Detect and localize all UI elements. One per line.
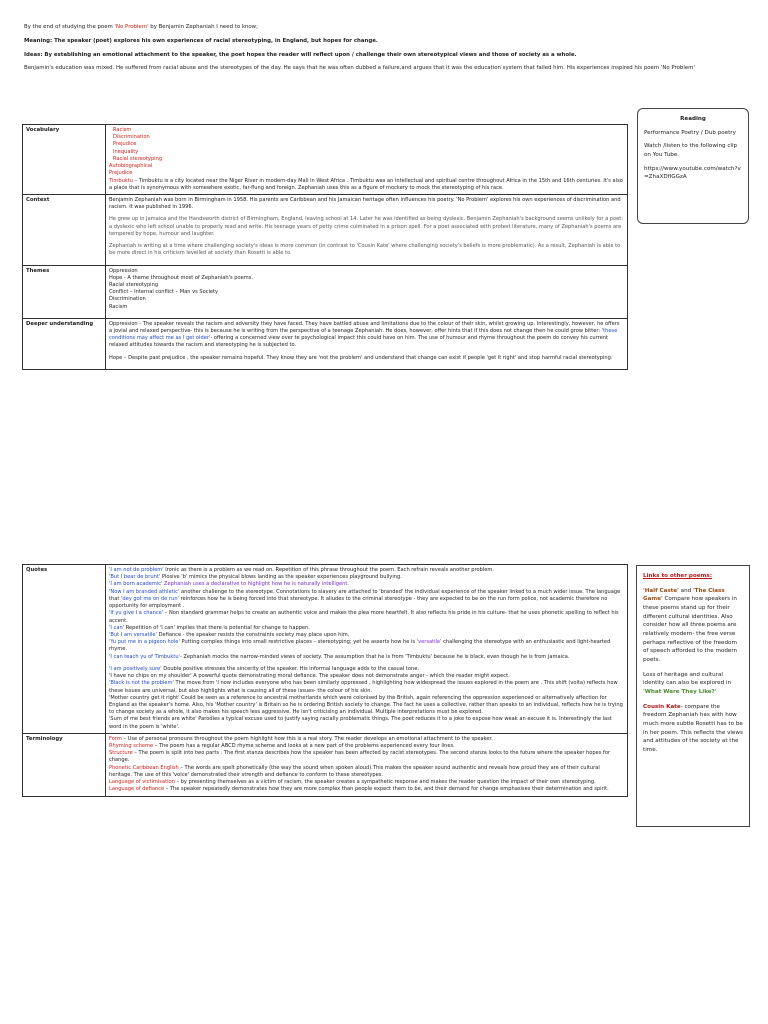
theme-item: Racism <box>109 303 128 310</box>
vocab-term: Prejudice <box>113 141 137 148</box>
terminology-content <box>106 733 628 796</box>
reading-box <box>637 108 749 224</box>
context-row <box>23 194 628 265</box>
quote-item: 'Yu put me in a pigeon hole' Putting complex things into small restrictive places – stereotyping; yet he asserts how he is 'versatile' challenging the stereotype with an enthusiastic and light-hearted rhyme. <box>109 639 611 653</box>
deeper-content <box>106 318 628 369</box>
term-item: Language of defiance – The speaker repeatedly demonstrates how they are more complex than people expect them to be, and their demand for change emphasises their determination and spirit. <box>109 786 609 793</box>
quote-item: 'But I bear de brunt' Plosive 'b' mimics the physical blows landing as the speaker experiences playground bullying. <box>109 574 402 581</box>
terminology-row <box>23 733 628 796</box>
themes-row <box>23 265 628 318</box>
theme-item: Hope - A theme throughout most of Zephaniah's poems. <box>109 274 254 281</box>
quote-item: 'I can teach yu of Timbuktu'- Zephaniah mocks the narrow-minded views of society. The assumption that he is from 'Timbuktu' because he is black, even though he is from Jamaica. <box>109 653 570 660</box>
quotes-row <box>23 565 628 734</box>
context-content <box>106 194 628 265</box>
links-paragraph: Loss of heritage and cultural identity can also be explored in 'What Were They Like?' <box>643 671 732 695</box>
term-item: Phonetic Caribbean English – The words are spelt phonetically (the way the sound when spoken aloud).This makes the speaker sound authentic and reveals how proud they are of their cultural heritage. The use of this 'voice' demonstrated their strength and defiance to conform to these stereotypes. <box>109 764 600 778</box>
theme-item: Racial stereotyping <box>109 281 159 288</box>
intro-line: By the end of studying the poem 'No Problem' by Benjamin Zephaniah I need to know; <box>24 24 258 30</box>
education-paragraph: Benjamin's education was mixed. He suffered from racial abuse and the stereotypes of the day. He says that he was often dubbed a failure,and argues that it was the education system that failed him. His experiences inspired his poem 'No Problem' <box>24 65 695 72</box>
links-heading: Links to other poems: <box>643 573 712 579</box>
quote-item: 'If yu give I a chance' – Non standard grammar helps to create an authentic voice and makes the plea more heartfelt. It also reflects his pride in his culture- that he uses phonetic spelling to reflect his accent. <box>109 610 619 624</box>
hope-paragraph: Hope – Despite past prejudice , the speaker remains hopeful. They know they are 'not the problem' and understand that change can exist if people 'get it right' and stop harmful racial stereotyping. <box>109 354 613 361</box>
vocabulary-row <box>23 125 628 195</box>
themes-content <box>106 265 628 318</box>
deeper-row <box>23 318 628 369</box>
reading-line-1: Performance Poetry / Dub poetry <box>644 129 736 136</box>
vocab-term: Discrimination <box>113 134 150 141</box>
ideas-line: Ideas: By establishing an emotional attachment to the speaker, the poet hopes the reader will reflect upon / challenge their own stereotypical views and those of society as a whole. <box>24 51 577 58</box>
reading-url[interactable]: https://www.youtube.com/watch?v=ZhaXDfIGGzA <box>644 165 741 181</box>
terminology-label: Terminology <box>23 733 106 796</box>
quote-item: 'I am not de problem' Ironic as there is a problem as we read on. Repetition of this phrase throughout the poem. Each refrain reveals another problem. <box>109 567 494 573</box>
term-item: Language of victimisation – by presenting themselves as a victim of racism, the speaker creates a sympathetic response and makes the reader question the impact of their own stereotyping. <box>109 779 596 786</box>
poem-title: 'No Problem' <box>114 24 149 30</box>
vocabulary-content <box>106 125 628 195</box>
meaning-line: Meaning: The speaker (poet) explores his own experiences of racial stereotyping, in England, but hopes for change. <box>24 37 378 44</box>
poem-table-bottom <box>22 564 628 797</box>
links-paragraph: Cousin Kate- compare the freedom Zephaniah has with how much more subtle Rosetti has to be in her poem. This reflects the views and attitudes of the society at the time. <box>643 703 743 753</box>
poem-table-top <box>22 124 628 370</box>
vocabulary-label: Vocabulary <box>23 125 106 195</box>
quotes-content <box>106 565 628 734</box>
quote-item: 'I am born academic' Zephaniah uses a declarative to highlight how he is naturally intelligent. <box>109 581 350 588</box>
context-paragraph: He grew up in Jamaica and the Handsworth district of Birmingham, England, leaving school at 14. Later he was identified as being dyslexic. Benjamin Zephaniah's background seems unlikely for a poet: a dyslexic who left school unable to properly read and write. His teenage years of petty crime culminated in a prison spell. For a poet associated with protest literature, many of Zephaniah's poems are tempered by hope, humour and laughter. <box>109 216 624 237</box>
oppression-paragraph: Oppression - The speaker reveals the racism and adversity they have faced. They have battled abuse and limitations due to the colour of their skin, whilst growing up. Interestingly, however, he offers a jovial and relaxed perspective- this is because he is writing from the perspective of a teenage Zephaniah. He does, however, offer hints that if this does not change then he could grow bitter: 'these conditions may affect me as I get older'- offering a concerned view over te psychological impact this could have on him. The use of humour and rhyme throughout the poem do convey his current relaxed attitudes towards the racism and stereotyping he is subjected to. <box>109 320 620 349</box>
links-box <box>636 565 750 827</box>
intro-section <box>24 24 748 79</box>
quote-item: 'Sum of me best friends are white' Parodies a typical excuse used to justify saying racially problematic things. The poet reduces it to a joke to expose how weak an excuse it is. Interestingly the last word in the poem is 'white'. <box>109 716 612 730</box>
context-label: Context <box>23 194 106 265</box>
term-item: Structure – The poem is split into two parts . The first stanza describes how the speaker has been affected by racist stereotypes. The second stanza looks to the future where the speaker hopes for change. <box>109 750 611 764</box>
vocab-term: Prejudice <box>109 170 133 177</box>
quote-item: 'I can' Repetition of 'I can' implies that there is potential for change to happen. <box>109 624 310 631</box>
quote-item: 'Black is not the problem' The move from 'I now includes everyone who has been similarly oppressed , highlighting how widespread the issues explored in the poem are . This shift (volta) reflects how these issues are universal, but also highlights what is causing all of these issues- the colour of his skin. <box>109 680 618 694</box>
reading-heading: Reading <box>680 116 706 122</box>
themes-label: Themes <box>23 265 106 318</box>
deeper-label: Deeper understanding <box>23 318 106 369</box>
quote-item: 'But I am versatile' Defiance - the speaker resists the constraints society may place upon him, <box>109 631 350 638</box>
theme-item: Oppression <box>109 267 138 274</box>
context-paragraph: Zephaniah is writing at a time where challenging society's ideas is more common (in contrast to 'Cousin Kate' where challenging society's beliefs is more problematic). As a result, Zephaniah is able to be more direct in his criticism levelled at society than Rosetti is able to. <box>109 243 621 257</box>
theme-item: Discrimination <box>109 296 146 303</box>
quote-item: 'Mother country get it right' Could be seen as a reference to ancestral motherlands which were colonised by the British, again referencing the oppression experienced or alternatively affection for England as the speaker's home. Also, his 'Mother country' is Britain so he is ordering British society to change. The fact he uses a collective, rather than speaks to an individual, reflects how he is trying to change society as a whole, it also makes his speech less aggressive. He isn't criticising an individual. Multiple interpretations must be explored. <box>109 694 623 716</box>
vocab-term: Racism <box>113 127 132 133</box>
term-item: Rhyming scheme – The poem has a regular ABCD rhyme scheme and looks at a new part of the problems experienced every four lines. <box>109 743 455 750</box>
quote-item: 'I have no chips on my shoulder' A powerful quote demonstrating moral defiance. The speaker does not demonstrate anger - which the reader might expect. <box>109 673 510 680</box>
context-paragraph: Benjamin Zephaniah was born in Birmingham in 1958. His parents are Caribbean and his Jamaican heritage often influences his poetry. 'No Problem' explores his own experiences of discrimination and racism. It was published in 1996. <box>109 196 621 211</box>
quote-item: 'Now I am branded athletic' another challenge to the stereotype. Connotations to slavery are attached to 'branded' the individual experience of the speaker linked to a much wider issue. The language that 'dey got me on de run' reinforces how he is being forced into that stereotype. It alludes to the criminal stereotype - they are expected to be on the run form police, not academic therefore no opportunity for employment . <box>109 588 621 610</box>
quote-item: 'I am positively sure' Double positive stresses the sincerity of the speaker. His informal language adds to the casual tone. <box>109 665 419 672</box>
quotes-label: Quotes <box>23 565 106 734</box>
deeper-quote: 'these conditions may affect me as I get older' <box>109 328 618 342</box>
vocab-term: Racial stereotyping <box>113 155 163 162</box>
vocab-term: Inequality <box>113 148 139 155</box>
reading-line-2: Watch /listen to the following clip on You Tube. <box>644 143 738 158</box>
timbuktu-term: Timbuktu <box>109 177 133 184</box>
term-item: Form – Use of personal pronouns throughout the poem highlight how this is a real story. The reader develops an emotional attachment to the speaker. <box>109 735 493 742</box>
links-paragraph: 'Half Caste' and 'The Class Game' Compare how speakers in these poems stand up for their different cultural identities. Also consider how all three poems are relatively modern- the free verse perhaps reflective of the freedom of speech afforded to the modern poets. <box>643 587 738 663</box>
theme-item: Conflict – Internal conflict – Man vs Society <box>109 289 219 296</box>
timbuktu-definition: Timbuktu – Timbuktu is a city located near the Niger River in modern-day Mali in West Africa . Timbuktu was an intellectual and spiritual centre throughout Africa in the 15th and 16th centuries. It's also a place that is synonymous with somewhere exotic, far-flung and foreign. Zephaniah uses this as a figure of mockery to mock the stereotyping of his race. <box>109 177 623 191</box>
vocab-term: Autobiographical <box>109 163 153 170</box>
